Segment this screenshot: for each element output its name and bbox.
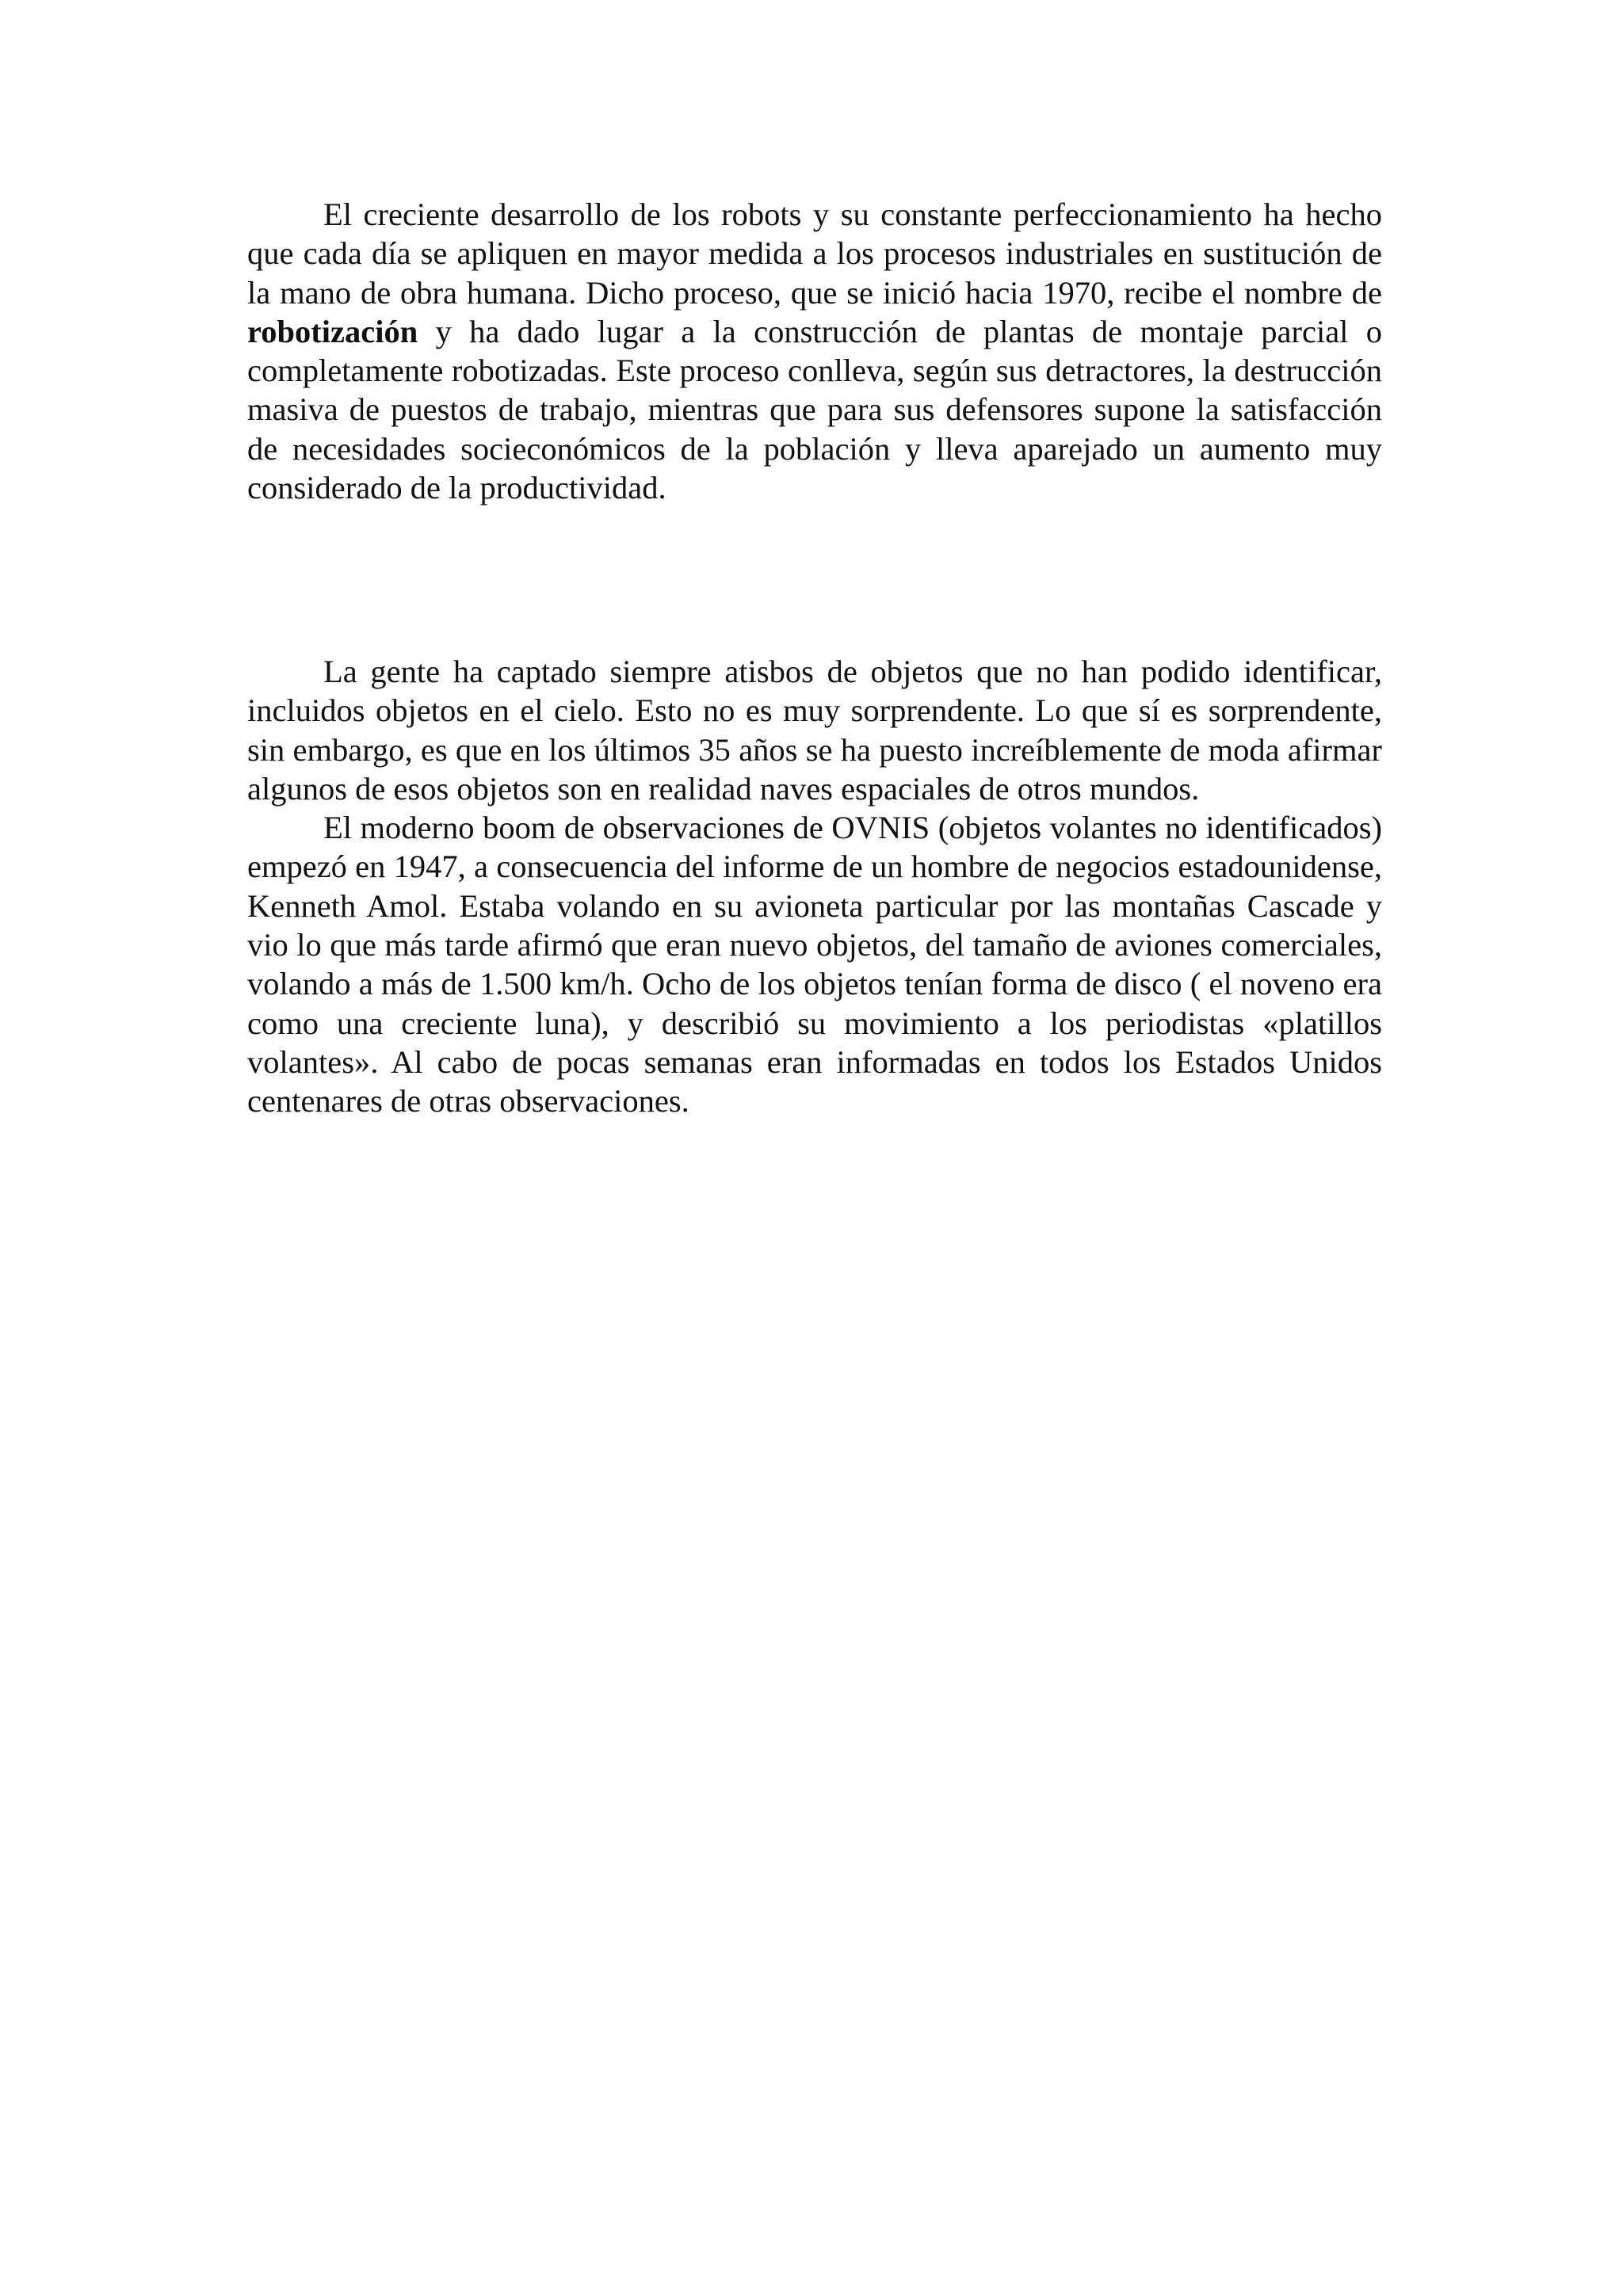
paragraph-robotization-text-start: El creciente desarrollo de los robots y su constante perfeccionamiento ha hecho que cada día se apliquen en mayor medida a los procesos industriales en sustitución de la mano de obra humana. Dicho proceso, que se inició hacia 1970, recibe el nombre de (247, 196, 1382, 311)
paragraph-robotization-text-end: y ha dado lugar a la construcción de plantas de montaje parcial o completamente robotizadas. Este proceso conlleva, según sus detractores, la destrucción masiva de puestos de trabajo, mientras que para sus defensores supone la satisfacción de necesidades socieconómicos de la población y lleva aparejado un aumento muy considerado de la productividad. (247, 313, 1382, 506)
paragraph-ufo-sightings: La gente ha captado siempre atisbos de objetos que no han podido identificar, incluidos objetos en el cielo. Esto no es muy sorprendente. Lo que sí es sorprendente, sin embargo, es que en los últimos 35 años se ha puesto increíblemente de moda afirmar algunos de esos objetos son en realidad naves espaciales de otros mundos. (247, 654, 1382, 807)
ufo-section (247, 652, 1382, 1121)
robotization-section (247, 195, 1382, 507)
paragraph-ufo-boom: El moderno boom de observaciones de OVNIS (objetos volantes no identificados) empezó en 1947, a consecuencia del informe de un hombre de negocios estadounidense, Kenneth Amol. Estaba volando en su avioneta particular por las montañas Cascade y vio lo que más tarde afirmó que eran nuevo objetos, del tamaño de aviones comerciales, volando a más de 1.500 km/h. Ocho de los objetos tenían forma de disco ( el noveno era como una creciente luna), y describió su movimiento a los periodistas «platillos volantes». Al cabo de pocas semanas eran informadas en todos los Estados Unidos centenares de otras observaciones. (247, 810, 1382, 1119)
paragraph-robotization (247, 195, 1382, 507)
term-robotizacion: robotización (247, 313, 418, 349)
